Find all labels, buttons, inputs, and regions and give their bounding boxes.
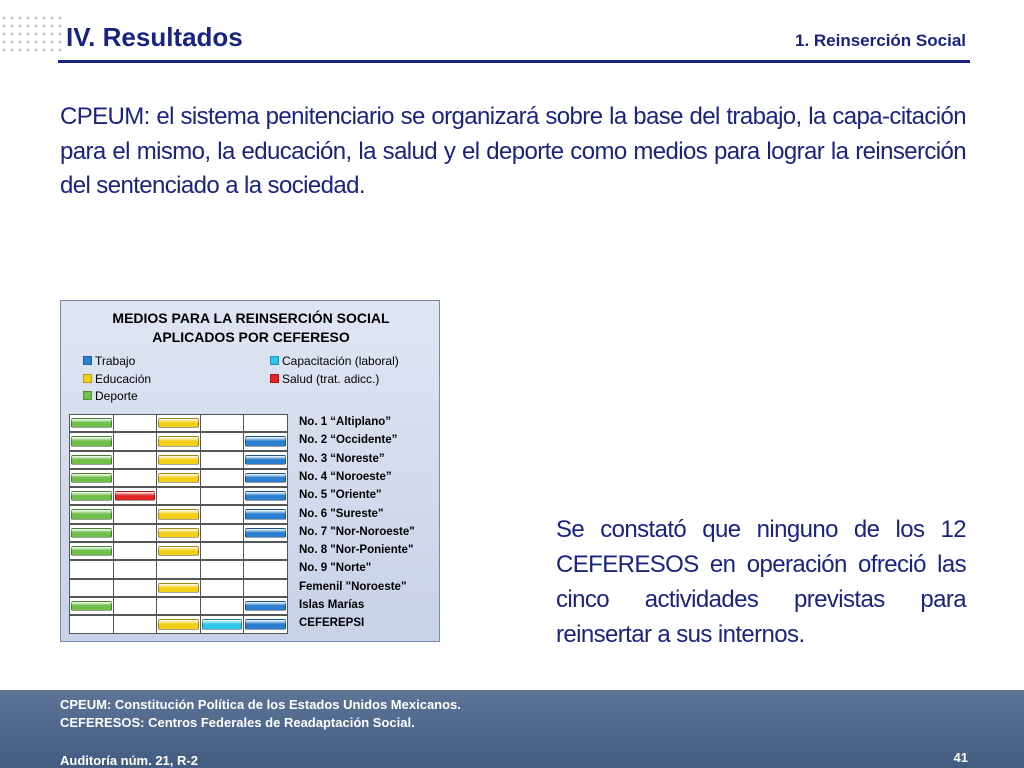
cefereso-label: No. 2 “Occidente” [299,434,398,447]
activity-mark-deporte [71,473,112,483]
grid-cell [156,560,201,578]
activity-mark-deporte [71,546,112,556]
activity-mark-salud [115,491,156,501]
activity-mark-trabajo [245,619,286,629]
grid-cell [69,414,114,432]
finding-paragraph: Se constató que ninguno de los 12 CEFERESOS en operación ofreció las cinco actividades previstas para reinsertar a sus internos. [556,516,966,648]
grid-cell [200,469,245,487]
chart-panel [60,300,440,642]
grid-cell [200,560,245,578]
activity-mark-educacion [158,509,199,519]
grid-row [69,505,287,523]
activity-mark-trabajo [245,509,286,519]
grid-cell [113,560,158,578]
intro-paragraph: CPEUM: el sistema penitenciario se organizará sobre la base del trabajo, la capa-citación para el mismo, la educación, la salud y el deporte como medios para lograr la reinserción del sentenciado a la sociedad. [60,103,966,199]
legend-swatch-educacion [83,374,92,383]
grid-row [69,414,287,432]
grid-row [69,560,287,578]
grid-cell [69,487,114,505]
grid-cell [200,579,245,597]
grid-cell [69,469,114,487]
grid-cell [113,432,158,450]
grid-cell [113,487,158,505]
grid-cell [69,560,114,578]
legend-swatch-capacitacion [270,356,279,365]
grid-cell [243,414,288,432]
grid-cell [156,451,201,469]
activity-mark-educacion [158,546,199,556]
activity-mark-deporte [71,601,112,611]
activity-mark-deporte [71,436,112,446]
grid-cell [200,414,245,432]
grid-row [69,432,287,450]
legend-label: Salud (trat. adicc.) [282,372,380,386]
footnote-cpeum: CPEUM: Constitución Política de los Estados Unidos Mexicanos. [60,697,461,712]
activity-mark-educacion [158,436,199,446]
grid-row [69,524,287,542]
grid-row [69,542,287,560]
chart-title-line2: APLICADOS POR CEFERESO [152,329,350,345]
grid-row [69,579,287,597]
activity-mark-deporte [71,418,112,428]
grid-cell [156,597,201,615]
grid-cell [69,524,114,542]
chart-title-line1: MEDIOS PARA LA REINSERCIÓN SOCIAL [112,310,390,326]
grid-row [69,615,287,633]
section-title: IV. Resultados [66,22,243,52]
activity-mark-educacion [158,473,199,483]
legend-item-capacitacion [270,354,399,368]
activity-mark-deporte [71,455,112,465]
grid-cell [69,451,114,469]
grid-cell [113,469,158,487]
grid-cell [113,505,158,523]
grid-cell [200,451,245,469]
grid-cell [243,542,288,560]
cefereso-label: No. 3 “Noreste” [299,452,385,465]
legend-label: Deporte [95,389,138,403]
activity-mark-educacion [158,528,199,538]
grid-cell [243,505,288,523]
grid-cell [113,542,158,560]
grid-cell [156,432,201,450]
grid-cell [156,414,201,432]
grid-cell [113,615,158,633]
cefereso-label: No. 5 "Oriente" [299,489,382,502]
activity-mark-educacion [158,418,199,428]
legend-swatch-deporte [83,391,92,400]
section-subtitle: 1. Reinserción Social [794,31,966,50]
grid-cell [156,505,201,523]
grid-cell [113,579,158,597]
legend-swatch-salud [270,374,279,383]
grid-cell [156,469,201,487]
page-number: 41 [953,750,968,765]
activity-mark-educacion [158,583,199,593]
grid-cell [243,579,288,597]
grid-cell [243,560,288,578]
footnote-ceferesos: CEFERESOS: Centros Federales de Readaptación Social. [60,715,415,730]
activity-mark-trabajo [245,473,286,483]
grid-cell [243,524,288,542]
decorative-dots [0,14,62,54]
grid-cell [200,505,245,523]
grid-cell [156,579,201,597]
grid-cell [69,597,114,615]
legend-swatch-trabajo [83,356,92,365]
cefereso-label: No. 9 "Norte" [299,562,372,575]
cefereso-label: Islas Marías [299,599,365,611]
grid-cell [200,615,245,633]
legend-label: Educación [95,372,152,386]
legend-item-deporte [83,389,138,403]
grid-cell [243,469,288,487]
grid-cell [69,542,114,560]
grid-cell [243,597,288,615]
grid-cell [200,542,245,560]
grid-cell [200,597,245,615]
footer-band [0,690,1024,768]
grid-cell [113,414,158,432]
legend-item-salud [270,372,379,386]
grid-cell [69,432,114,450]
grid-cell [243,615,288,633]
header-divider [58,60,970,63]
cefereso-label: Femenil "Noroeste" [299,580,407,593]
grid-cell [156,487,201,505]
grid-row [69,597,287,615]
grid-cell [200,432,245,450]
grid-cell [156,615,201,633]
cefereso-label: No. 4 “Noroeste” [299,470,392,483]
grid-cell [113,524,158,542]
activity-mark-trabajo [245,436,286,446]
activity-mark-trabajo [245,528,286,538]
activity-mark-educacion [158,619,199,629]
activity-mark-trabajo [245,491,286,501]
grid-cell [200,524,245,542]
grid-cell [69,615,114,633]
legend-item-educacion [83,372,151,386]
cefereso-label: No. 1 “Altiplano” [299,416,391,428]
grid-cell [243,432,288,450]
grid-cell [243,487,288,505]
grid-cell [200,487,245,505]
grid-row [69,451,287,469]
grid-cell [156,542,201,560]
activity-mark-deporte [71,528,112,538]
activity-grid [69,414,287,634]
activity-mark-deporte [71,509,112,519]
activity-mark-deporte [71,491,112,501]
legend-item-trabajo [83,354,135,368]
audit-reference: Auditoría núm. 21, R-2 [60,753,198,768]
grid-row [69,487,287,505]
grid-cell [113,597,158,615]
legend-label: Capacitación (laboral) [282,354,399,368]
grid-cell [69,505,114,523]
grid-cell [156,524,201,542]
activity-mark-trabajo [245,601,286,611]
cefereso-label: CEFEREPSI [299,617,365,630]
cefereso-label: No. 6 "Sureste" [299,507,384,520]
chart-title [61,309,441,347]
grid-cell [69,579,114,597]
activity-mark-educacion [158,455,199,465]
cefereso-label: No. 7 "Nor-Noroeste" [299,525,415,538]
cefereso-label: No. 8 "Nor-Poniente" [299,544,414,557]
activity-mark-capacitacion [202,619,243,629]
grid-cell [113,451,158,469]
grid-cell [243,451,288,469]
grid-row [69,469,287,487]
legend-label: Trabajo [95,354,136,368]
activity-mark-trabajo [245,455,286,465]
